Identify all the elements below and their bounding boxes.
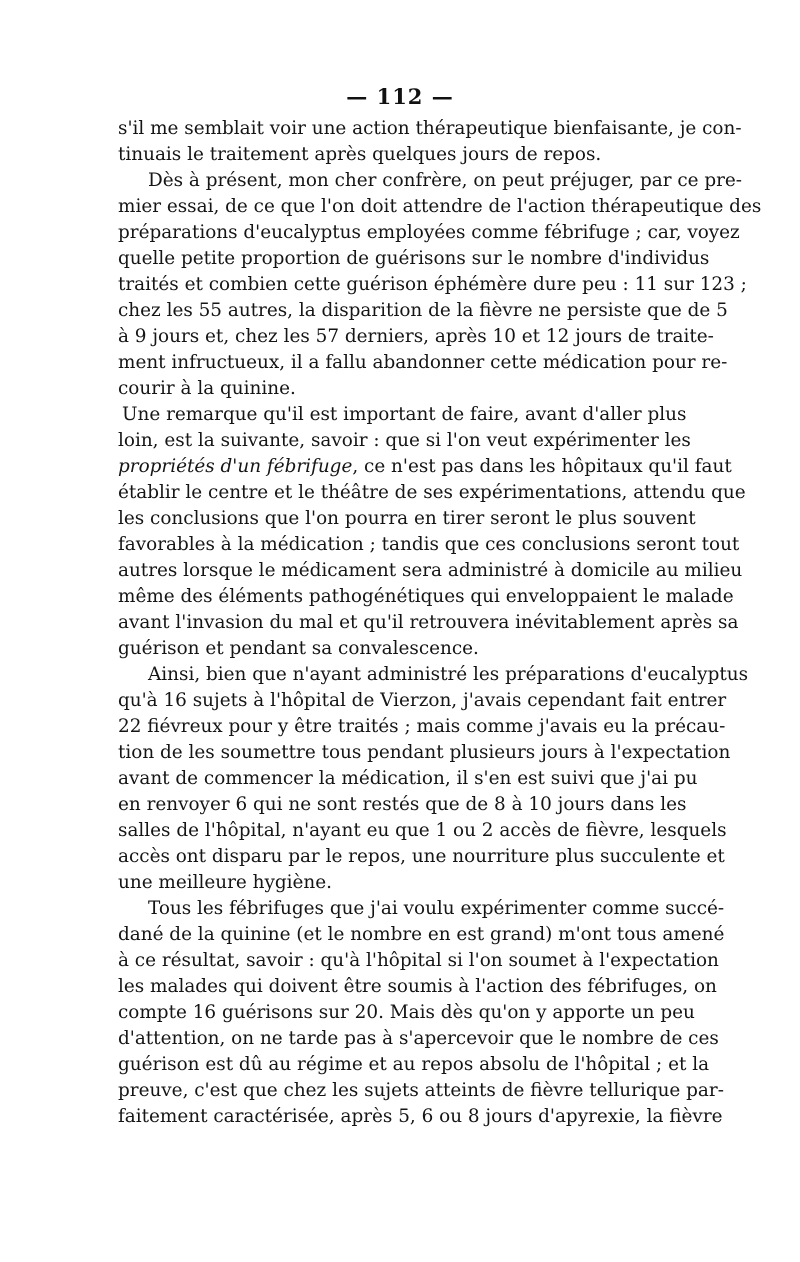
text-line: guérison est dû au régime et au repos absolu de l'hôpital ; et la xyxy=(118,1054,710,1075)
text-line: chez les 55 autres, la disparition de la fièvre ne persiste que de 5 xyxy=(118,300,728,321)
text-line: tinuais le traitement après quelques jours de repos. xyxy=(118,144,602,165)
text-line: qu'à 16 sujets à l'hôpital de Vierzon, j'avais cependant fait entrer xyxy=(118,690,727,711)
body-text xyxy=(118,116,762,1130)
text-line: loin, est la suivante, savoir : que si l'on veut expérimenter les xyxy=(118,430,691,451)
text-line: Une remarque qu'il est important de faire, avant d'aller plus xyxy=(122,404,687,425)
text-line: même des éléments pathogénétiques qui enveloppaient le malade xyxy=(118,586,734,607)
text-line: à ce résultat, savoir : qu'à l'hôpital si l'on soumet à l'expectation xyxy=(118,950,719,971)
italic-phrase: propriétés d'un fébrifuge xyxy=(118,456,353,477)
text-line: une meilleure hygiène. xyxy=(118,872,332,893)
text-line: Ainsi, bien que n'ayant administré les préparations d'eucalyptus xyxy=(148,664,749,685)
text-line: ment infructueux, il a fallu abandonner cette médication pour re- xyxy=(118,352,728,373)
text-line: à 9 jours et, chez les 57 derniers, après 10 et 12 jours de traite- xyxy=(118,326,714,347)
text-line: avant l'invasion du mal et qu'il retrouvera inévitablement après sa xyxy=(118,612,739,633)
text-line: tion de les soumettre tous pendant plusieurs jours à l'expectation xyxy=(118,742,731,763)
text-line: s'il me semblait voir une action thérapeutique bienfaisante, je con- xyxy=(118,118,742,139)
text-line: traités et combien cette guérison éphémère dure peu : 11 sur 123 ; xyxy=(118,274,747,295)
text-line: mier essai, de ce que l'on doit attendre de l'action thérapeutique des xyxy=(118,196,762,217)
text-line: salles de l'hôpital, n'ayant eu que 1 ou 2 accès de fièvre, lesquels xyxy=(118,820,727,841)
text-line: quelle petite proportion de guérisons sur le nombre d'individus xyxy=(118,248,710,269)
text-line: les malades qui doivent être soumis à l'action des fébrifuges, on xyxy=(118,976,717,997)
text-line: Dès à présent, mon cher confrère, on peut préjuger, par ce pre- xyxy=(148,170,743,191)
text-line: avant de commencer la médication, il s'en est suivi que j'ai pu xyxy=(118,768,698,789)
text-line: établir le centre et le théâtre de ses expérimentations, attendu que xyxy=(118,482,746,503)
text-segment: , ce n'est pas dans les hôpitaux qu'il faut xyxy=(352,456,732,477)
text-line: d'attention, on ne tarde pas à s'apercevoir que le nombre de ces xyxy=(118,1028,719,1049)
text-line: Tous les fébrifuges que j'ai voulu expérimenter comme succé- xyxy=(148,898,725,919)
text-line: courir à la quinine. xyxy=(118,378,296,399)
text-line: les conclusions que l'on pourra en tirer seront le plus souvent xyxy=(118,508,696,529)
text-line: preuve, c'est que chez les sujets atteints de fièvre tellurique par- xyxy=(118,1080,724,1101)
text-line: guérison et pendant sa convalescence. xyxy=(118,638,479,659)
text-line: faitement caractérisée, après 5, 6 ou 8 jours d'apyrexie, la fièvre xyxy=(118,1106,723,1127)
text-line: compte 16 guérisons sur 20. Mais dès qu'on y apporte un peu xyxy=(118,1002,695,1023)
text-line: favorables à la médication ; tandis que ces conclusions seront tout xyxy=(118,534,740,555)
page-number: — 112 — xyxy=(346,84,454,109)
text-line: accès ont disparu par le repos, une nourriture plus succulente et xyxy=(118,846,725,867)
text-line: 22 fiévreux pour y être traités ; mais comme j'avais eu la précau- xyxy=(118,716,726,737)
text-line: autres lorsque le médicament sera administré à domicile au milieu xyxy=(118,560,743,581)
text-line: dané de la quinine (et le nombre en est grand) m'ont tous amené xyxy=(118,924,725,945)
text-line: préparations d'eucalyptus employées comme fébrifuge ; car, voyez xyxy=(118,222,740,243)
text-line xyxy=(118,454,732,480)
text-line: en renvoyer 6 qui ne sont restés que de 8 à 10 jours dans les xyxy=(118,794,687,815)
